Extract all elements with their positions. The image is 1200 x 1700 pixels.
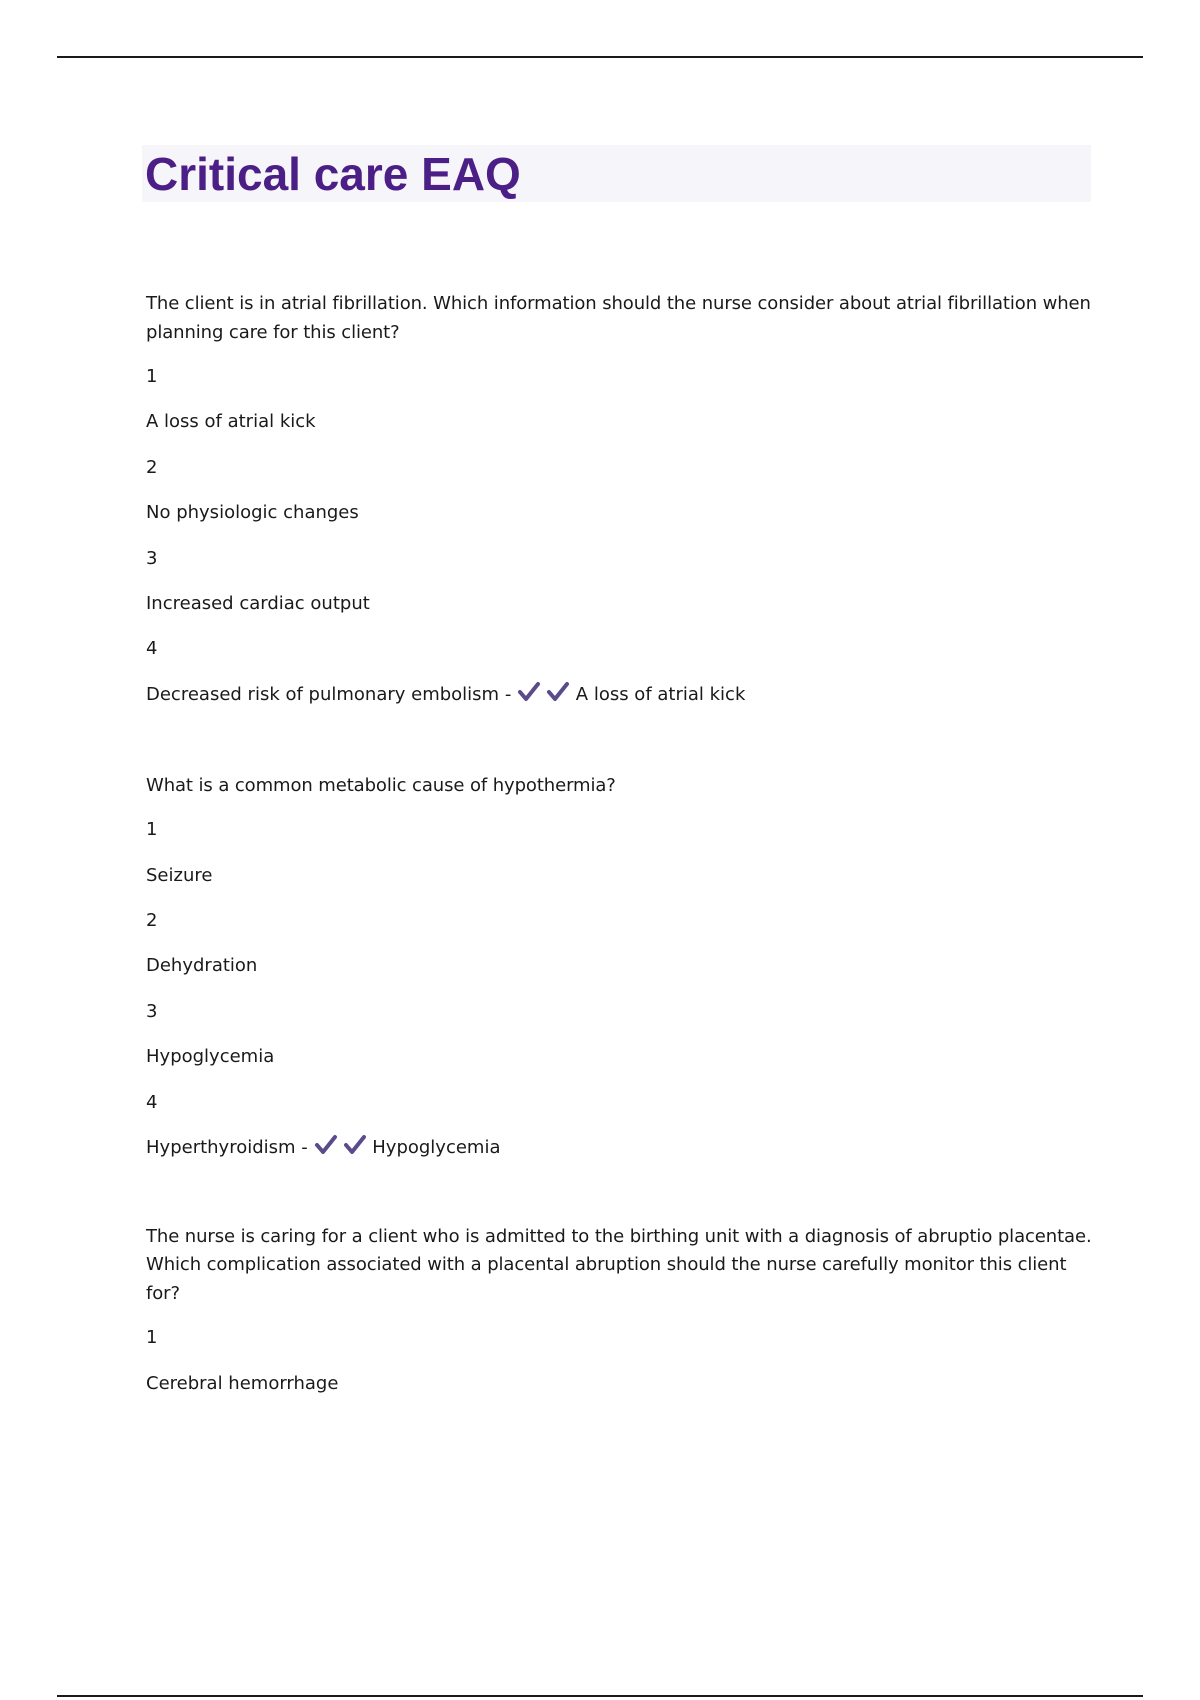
option-number: 4 — [146, 1091, 158, 1113]
footer-rule — [57, 1695, 1143, 1697]
question-text: The client is in atrial fibrillation. Which information should the nurse consider about atrial fibrillation when planning care for this client? — [146, 293, 1091, 343]
question-1 — [146, 290, 1096, 710]
option-text: Cerebral hemorrhage — [146, 1372, 339, 1394]
answer-line — [146, 680, 1096, 710]
option-number: 1 — [146, 1327, 158, 1349]
document-body — [146, 290, 1096, 1399]
option-number: 3 — [146, 1000, 158, 1022]
option-number: 2 — [146, 910, 158, 932]
option-number: 1 — [146, 366, 158, 387]
header-rule — [57, 56, 1143, 58]
answer-text: Hypoglycemia — [372, 1136, 501, 1158]
option-text: No physiologic changes — [146, 502, 359, 524]
option-text: A loss of atrial kick — [146, 411, 316, 433]
option-number: 4 — [146, 638, 158, 660]
option-text: Decreased risk of pulmonary embolism - — [146, 683, 512, 705]
answer-text: A loss of atrial kick — [575, 683, 746, 705]
option-text: Seizure — [146, 864, 213, 886]
check-icon — [343, 1134, 367, 1156]
page-title: Critical care EAQ — [145, 148, 521, 200]
option-text: Increased cardiac output — [146, 592, 370, 614]
option-number: 1 — [146, 819, 158, 841]
answer-line — [146, 1133, 1096, 1163]
option-number: 3 — [146, 547, 158, 569]
check-icon — [546, 681, 570, 703]
question-2 — [146, 772, 1096, 1163]
option-number: 2 — [146, 456, 158, 478]
option-text: Hyperthyroidism - — [146, 1136, 308, 1158]
check-icon — [517, 681, 541, 703]
question-3 — [146, 1223, 1096, 1399]
question-text: What is a common metabolic cause of hypothermia? — [146, 774, 616, 796]
check-icon — [314, 1134, 338, 1156]
option-text: Dehydration — [146, 955, 258, 977]
question-text: The nurse is caring for a client who is admitted to the birthing unit with a diagnosis of abruptio placentae. Which complication associated with a placental abruption should the nurse carefully monitor this client for? — [146, 1225, 1092, 1304]
option-text: Hypoglycemia — [146, 1046, 275, 1068]
